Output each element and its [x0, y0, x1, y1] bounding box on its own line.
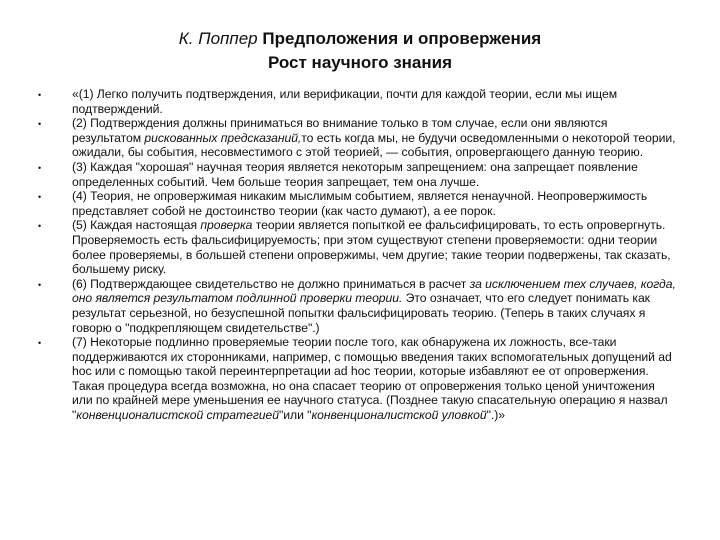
text-segment: (5) Каждая настоящая [72, 218, 201, 233]
bullet-icon: • [38, 162, 42, 173]
list-item [38, 116, 678, 160]
bullet-icon: • [38, 90, 42, 100]
list-item [38, 189, 678, 218]
title-line-1 [60, 27, 660, 51]
italic-phrase: конвенционалистской стратегией [76, 408, 279, 423]
text-segment: теории является попыткой ее фальсифицировать, то есть опровергнуть. Проверяемость есть фальсифицируемость; при этом существуют степени проверяемости: одни теории более проверяемы, в большей степени опровержимы, чем другие; такие теории подвержены, так сказать, большему риску. [72, 218, 671, 277]
title-subtitle: Рост научного знания [267, 53, 453, 72]
title-text: Предположения и опровержения [262, 29, 542, 48]
text-segment: (2) Подтверждения должны приниматься во внимание только в том случае, если они являются результатом [72, 116, 608, 145]
bullet-list [38, 87, 678, 423]
bullet-icon: • [38, 119, 42, 130]
list-item-text [72, 218, 678, 276]
text-segment: то есть когда мы, не будучи осведомленными о некоторой теории, ожидали, бы события, несовместимого с этой теорией, — события, опровергающего данную теорию. [72, 130, 676, 160]
text-segment: (3) Каждая "хорошая" научная теория является некоторым запрещением: она запрещает появление определенных событий. Чем больше теория запрещает, тем она лучше. [72, 159, 638, 189]
list-item-text [72, 116, 678, 160]
bullet-icon: • [38, 221, 42, 232]
list-item [38, 160, 678, 189]
list-item-text [72, 277, 678, 335]
list-item [38, 277, 678, 335]
text-segment: Это означает, что его следует понимать как результат серьезной, но безуспешной попытки фальсифицировать теорию. (Теперь в таких случаях я говорю о "подкрепляющем свидетельстве".) [72, 291, 650, 335]
text-segment: "или " [278, 408, 312, 423]
text-segment: (6) Подтверждающее свидетельство не должно приниматься в расчет [72, 276, 470, 291]
italic-phrase: проверка [200, 218, 253, 233]
bullet-icon: • [38, 192, 42, 203]
text-segment: (4) Теория, не опровержимая никаким мыслимым событием, является ненаучной. Неопровержимость представляет собой не достоинство теории (как часто думают), а ее порок. [72, 189, 648, 218]
text-segment: (7) Некоторые подлинно проверяемые теории после того, как обнаружена их ложность, все-таки поддерживаются их сторонниками, например, с помощью введения таких вспомогательных допущений ad hoc или с помощью такой переинтерпретации ad hoc теории, которые избавляют ее от опровержения. Такая процедура всегда возможна, но она спасает теорию от опровержения только ценой уничтожения или по крайней мере уменьшения ее научного статуса. (Позднее такую спасательную операцию я назвал " [72, 335, 672, 423]
text-segment: ".)» [486, 408, 505, 423]
list-item [38, 218, 678, 276]
title-author: К. Поппер [178, 29, 258, 48]
italic-phrase: рискованных предсказаний, [144, 130, 302, 145]
bullet-icon: • [38, 338, 42, 349]
italic-phrase: конвенционалистской уловкой [311, 408, 487, 423]
list-item-text [72, 87, 678, 116]
slide-title [60, 27, 660, 75]
italic-phrase: за исключением тех случаев, когда, оно является результатом подлинной проверки теории. [72, 276, 676, 306]
text-segment: «(1) Легко получить подтверждения, или верификации, почти для каждой теории, если мы ищем подтверждений. [72, 87, 618, 116]
bullet-icon: • [38, 279, 42, 290]
list-item [38, 87, 678, 116]
list-item-text [72, 335, 678, 423]
list-item-text [72, 160, 678, 189]
list-item-text [72, 189, 678, 218]
list-item [38, 335, 678, 423]
